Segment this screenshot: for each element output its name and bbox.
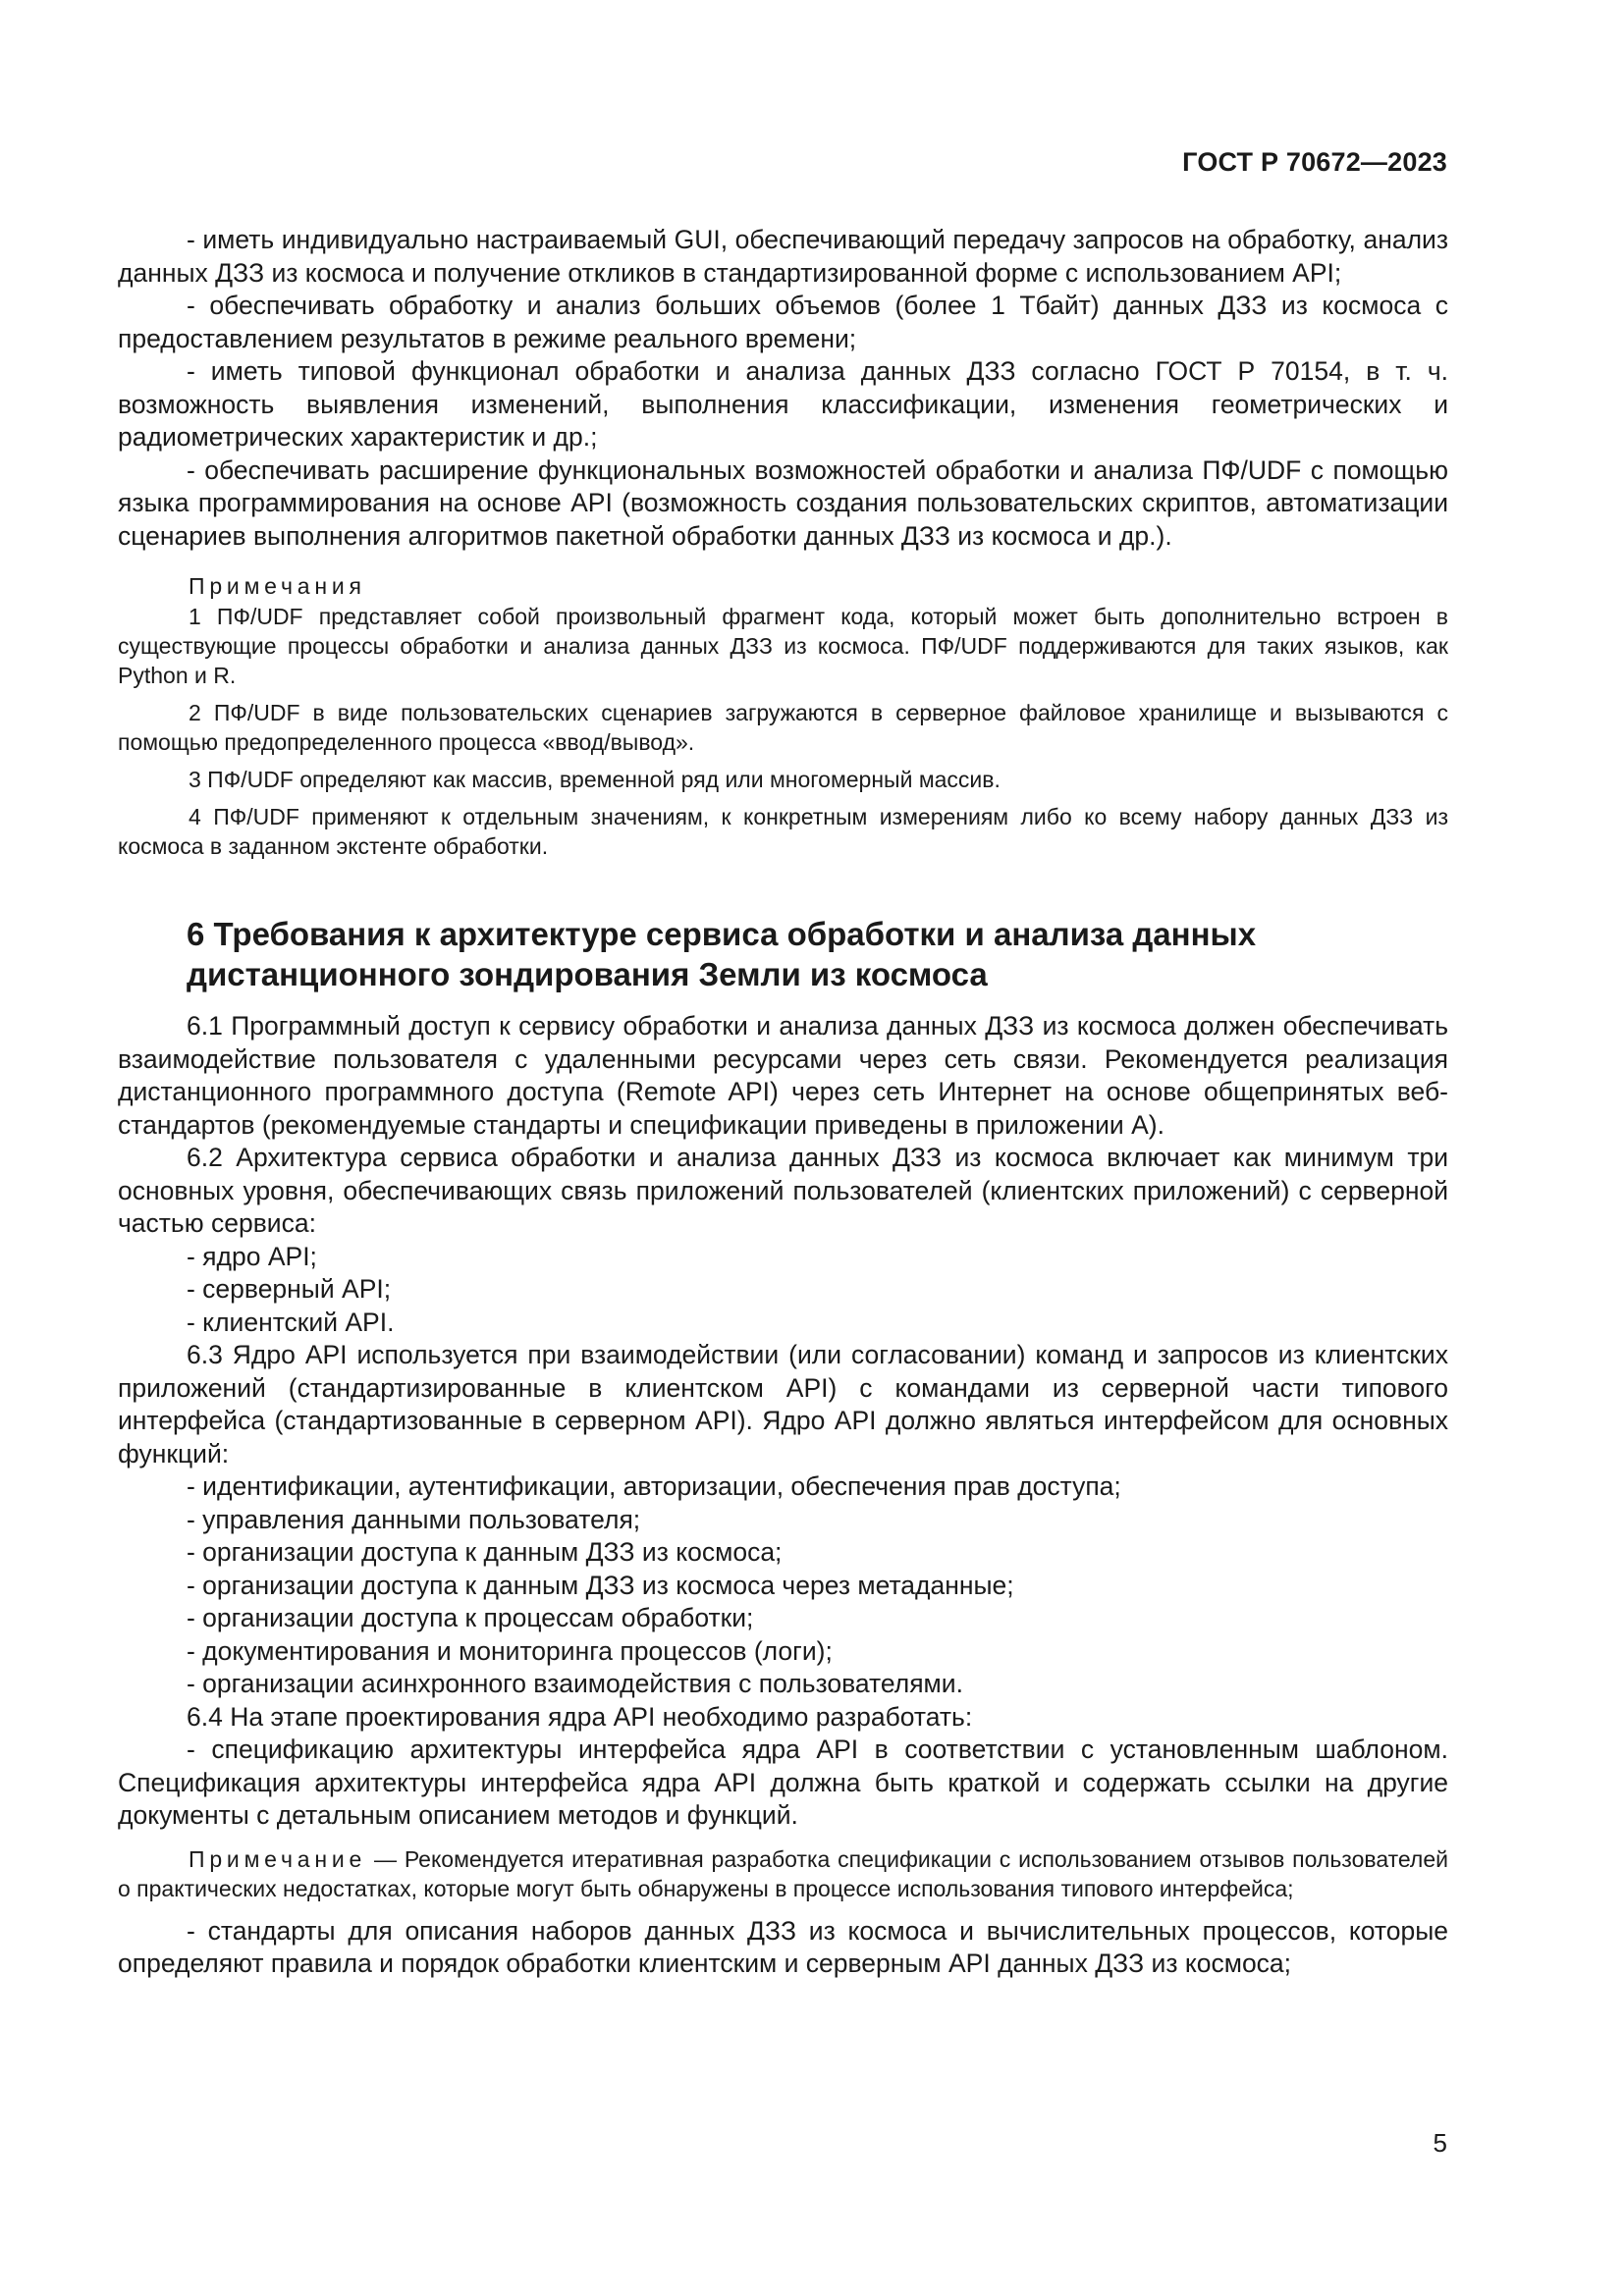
function-item: - организации доступа к данным ДЗЗ из космоса через метаданные; — [187, 1570, 1014, 1600]
intro-bullet-2: - обеспечивать обработку и анализ больших объемов (более 1 Тбайт) данных ДЗЗ из космоса с предоставлением результатов в режиме реального времени; — [118, 291, 1448, 353]
page-number: 5 — [1433, 2128, 1447, 2158]
function-item: - идентификации, аутентификации, авторизации, обеспечения прав доступа; — [187, 1471, 1121, 1501]
inline-note — [118, 1844, 1448, 1903]
section-6-heading — [118, 914, 1448, 994]
paragraph-6-2: 6.2 Архитектура сервиса обработки и анализа данных ДЗЗ из космоса включает как минимум три основных уровня, обеспечивающих связь приложений пользователей (клиентских приложений) с серверной частью сервиса: — [118, 1143, 1448, 1238]
function-item: - управления данными пользователя; — [187, 1504, 641, 1534]
intro-bullet-1: - иметь индивидуально настраиваемый GUI, обеспечивающий передачу запросов на обработку, анализ данных ДЗЗ из космоса и получение откликов в стандартизированной форме с использованием API; — [118, 225, 1448, 288]
level-item-client-api: - клиентский API. — [187, 1307, 395, 1337]
intro-bullet-4: - обеспечивать расширение функциональных возможностей обработки и анализа ПФ/UDF с помощью языка программирования на основе API (возможность создания пользовательских скриптов, автоматизации сценариев выполнения алгоритмов пакетной обработки данных ДЗЗ из космоса и др.). — [118, 454, 1448, 551]
notes-block — [118, 570, 1448, 861]
function-item: - организации доступа к процессам обработки; — [187, 1603, 754, 1632]
note-4: 4 ПФ/UDF применяют к отдельным значениям, к конкретным измерениям либо ко всему набору данных ДЗЗ из космоса в заданном экстенте обработки. — [118, 804, 1448, 859]
function-item: - организации асинхронного взаимодействия с пользователями. — [187, 1669, 963, 1698]
document-code: ГОСТ Р 70672—2023 — [1182, 147, 1447, 177]
function-item: - организации доступа к данным ДЗЗ из космоса; — [187, 1537, 783, 1567]
section-6-heading-line-2: дистанционного зондирования Земли из космоса — [187, 956, 988, 992]
page-content — [118, 224, 1448, 1981]
intro-bullet-3: - иметь типовой функционал обработки и анализа данных ДЗЗ согласно ГОСТ Р 70154, в т. ч. возможность выявления изменений, выполнения классификации, изменения геометрических и радиометрических характеристик и др.; — [118, 356, 1448, 452]
inline-note-label: Примечание — [189, 1845, 367, 1872]
section-6-heading-line-1: 6 Требования к архитектуре сервиса обработки и анализа данных — [187, 916, 1257, 952]
level-item-core-api: - ядро API; — [187, 1241, 317, 1271]
paragraph-6-4-item-2: - стандарты для описания наборов данных ДЗЗ из космоса и вычислительных процессов, которые определяют правила и порядок обработки клиентским и серверным API данных ДЗЗ из космоса; — [118, 1915, 1448, 1978]
note-2: 2 ПФ/UDF в виде пользовательских сценариев загружаются в серверное файловое хранилище и вызываются с помощью предопределенного процесса «ввод/вывод». — [118, 700, 1448, 755]
note-1: 1 ПФ/UDF представляет собой произвольный фрагмент кода, который может быть дополнительно встроен в существующие процессы обработки и анализа данных ДЗЗ из космоса. ПФ/UDF поддерживаются для таких языков, как Python и R. — [118, 604, 1448, 688]
note-3: 3 ПФ/UDF определяют как массив, временной ряд или многомерный массив. — [189, 767, 1001, 792]
paragraph-6-1: 6.1 Программный доступ к сервису обработки и анализа данных ДЗЗ из космоса должен обеспечивать взаимодействие пользователя с удаленными ресурсами через сеть связи. Рекомендуется реализация дистанционного программного доступа (Remote API) через сеть Интернет на основе общепринятых веб-стандартов (рекомендуемые стандарты и спецификации приведены в приложении А). — [118, 1011, 1448, 1140]
paragraph-6-4: 6.4 На этапе проектирования ядра API необходимо разработать: — [187, 1701, 973, 1732]
inline-note-text: — Рекомендуется итеративная разработка спецификации с использованием отзывов пользователей о практических недостатках, которые могут быть обнаружены в процессе использования типового интерфейса; — [118, 1845, 1448, 1901]
function-item: - документирования и мониторинга процессов (логи); — [187, 1635, 833, 1666]
notes-title: Примечания — [189, 573, 366, 599]
paragraph-6-4-item-1: - спецификацию архитектуры интерфейса ядра API в соответствии с установленным шаблоном. Спецификация архитектуры интерфейса ядра API должна быть краткой и содержать ссылки на другие документы с детальным описанием методов и функций. — [118, 1735, 1448, 1830]
paragraph-6-3: 6.3 Ядро API используется при взаимодействии (или согласовании) команд и запросов из клиентских приложений (стандартизированные в клиентском API) с командами из серверной части типового интерфейса (стандартизованные в серверном API). Ядро API должно являться интерфейсом для основных функций: — [118, 1340, 1448, 1468]
level-item-server-api: - серверный API; — [187, 1274, 392, 1304]
